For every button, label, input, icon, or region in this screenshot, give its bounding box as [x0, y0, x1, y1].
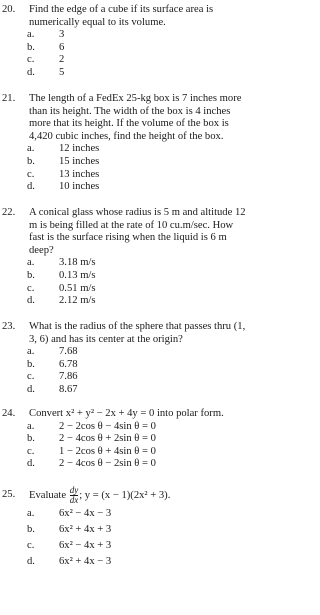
stem-line: Find the edge of a cube if its surface area is	[29, 4, 214, 15]
option-text: 1 − 2cos θ + 4sin θ = 0	[59, 445, 156, 457]
stem-line: The length of a FedEx 25-kg box is 7 inches more	[29, 93, 242, 104]
option-text: 7.86	[59, 371, 78, 383]
option-d	[2, 181, 278, 194]
question-stem	[29, 207, 278, 257]
fraction-numerator: dy	[69, 484, 79, 495]
stem-line: 3, 6) and has its center at the origin?	[29, 333, 183, 345]
stem-suffix: ; y = (x − 1)(2x² + 3).	[79, 489, 171, 501]
option-d	[2, 458, 278, 471]
question-number: 21.	[2, 93, 16, 104]
option-letter: b.	[27, 524, 35, 535]
option-a	[2, 421, 278, 434]
option-b	[2, 522, 278, 538]
question-21	[2, 93, 278, 194]
option-a	[2, 143, 278, 156]
option-c	[2, 283, 278, 296]
stem-line: more that its height. If the volume of the box is	[29, 118, 229, 130]
option-text: 2.12 m/s	[59, 295, 96, 307]
fraction-denominator: dx	[69, 494, 79, 505]
option-letter: b.	[27, 433, 35, 445]
option-letter: c.	[27, 54, 35, 66]
option-letter: d.	[27, 66, 35, 78]
stem-line: Convert x² + y² − 2x + 4y = 0 into polar form.	[29, 408, 224, 419]
option-letter: b.	[27, 358, 35, 370]
stem-line: 4,420 cubic inches, find the height of the box.	[29, 130, 224, 142]
question-number: 22.	[2, 207, 16, 218]
option-text: 12 inches	[59, 143, 100, 155]
stem-prefix: Evaluate	[29, 489, 67, 501]
option-letter: b.	[27, 41, 35, 53]
option-letter: a.	[27, 420, 35, 432]
option-text: 0.13 m/s	[59, 269, 96, 281]
option-text: 6x² + 4x − 3	[59, 556, 112, 567]
option-letter: a.	[27, 29, 35, 41]
option-text: 15 inches	[59, 155, 100, 167]
option-d	[2, 384, 278, 397]
stem-line: numerically equal to its volume.	[29, 16, 166, 28]
option-d	[2, 295, 278, 308]
option-text: 7.68	[59, 346, 78, 358]
option-letter: c.	[27, 282, 35, 294]
option-letter: a.	[27, 257, 35, 269]
option-text: 6.78	[59, 358, 78, 370]
question-stem	[29, 4, 278, 29]
question-23	[2, 321, 278, 397]
option-a	[2, 506, 278, 522]
option-c	[2, 169, 278, 182]
question-25	[2, 484, 278, 570]
question-number: 24.	[2, 408, 16, 419]
question-number: 23.	[2, 321, 16, 332]
option-d	[2, 554, 278, 570]
option-text: 3.18 m/s	[59, 257, 96, 269]
option-text: 3	[59, 29, 65, 41]
option-b	[2, 359, 278, 372]
derivative-fraction	[70, 486, 79, 505]
option-a	[2, 346, 278, 359]
option-letter: d.	[27, 181, 35, 193]
option-letter: b.	[27, 155, 35, 167]
option-text: 6x² − 4x − 3	[59, 508, 112, 519]
option-d	[2, 67, 278, 80]
option-text: 6x² + 4x + 3	[59, 524, 112, 535]
option-letter: c.	[27, 168, 35, 180]
option-letter: b.	[27, 269, 35, 281]
option-letter: d.	[27, 556, 35, 567]
question-stem	[29, 408, 278, 421]
option-letter: a.	[27, 508, 35, 519]
stem-line: fast is the surface rising when the liquid is 6 m	[29, 232, 227, 244]
option-c	[2, 54, 278, 67]
question-number: 20.	[2, 4, 16, 15]
option-letter: d.	[27, 295, 35, 307]
question-24	[2, 408, 278, 471]
option-b	[2, 42, 278, 55]
option-letter: c.	[27, 371, 35, 383]
option-letter: c.	[27, 445, 35, 457]
option-text: 8.67	[59, 383, 78, 395]
question-stem	[29, 93, 278, 143]
option-b	[2, 433, 278, 446]
option-letter: d.	[27, 458, 35, 470]
question-20	[2, 4, 278, 80]
option-text: 2 − 2cos θ − 4sin θ = 0	[59, 420, 156, 432]
option-c	[2, 371, 278, 384]
stem-line: than its height. The width of the box is 4 inches	[29, 105, 231, 117]
option-c	[2, 538, 278, 554]
option-text: 2	[59, 54, 65, 66]
stem-line: What is the radius of the sphere that passes thru (1,	[29, 321, 246, 332]
stem-line: deep?	[29, 244, 54, 256]
option-b	[2, 156, 278, 169]
option-a	[2, 29, 278, 42]
stem-line: m is being filled at the rate of 10 cu.m/sec. How	[29, 219, 234, 231]
option-a	[2, 257, 278, 270]
option-text: 13 inches	[59, 168, 100, 180]
option-text: 6	[59, 41, 65, 53]
question-stem	[29, 321, 278, 346]
option-text: 2 − 4cos θ + 2sin θ = 0	[59, 433, 156, 445]
option-text: 6x² − 4x + 3	[59, 540, 112, 551]
question-stem	[29, 486, 278, 505]
option-text: 2 − 4cos θ − 2sin θ = 0	[59, 458, 156, 470]
option-letter: c.	[27, 540, 35, 551]
option-letter: d.	[27, 383, 35, 395]
option-text: 0.51 m/s	[59, 282, 96, 294]
option-text: 5	[59, 66, 65, 78]
option-c	[2, 446, 278, 459]
stem-line: A conical glass whose radius is 5 m and altitude 12	[29, 207, 246, 218]
question-22	[2, 207, 278, 308]
option-b	[2, 270, 278, 283]
option-text: 10 inches	[59, 181, 100, 193]
option-letter: a.	[27, 346, 35, 358]
option-letter: a.	[27, 143, 35, 155]
question-number: 25.	[2, 488, 16, 500]
